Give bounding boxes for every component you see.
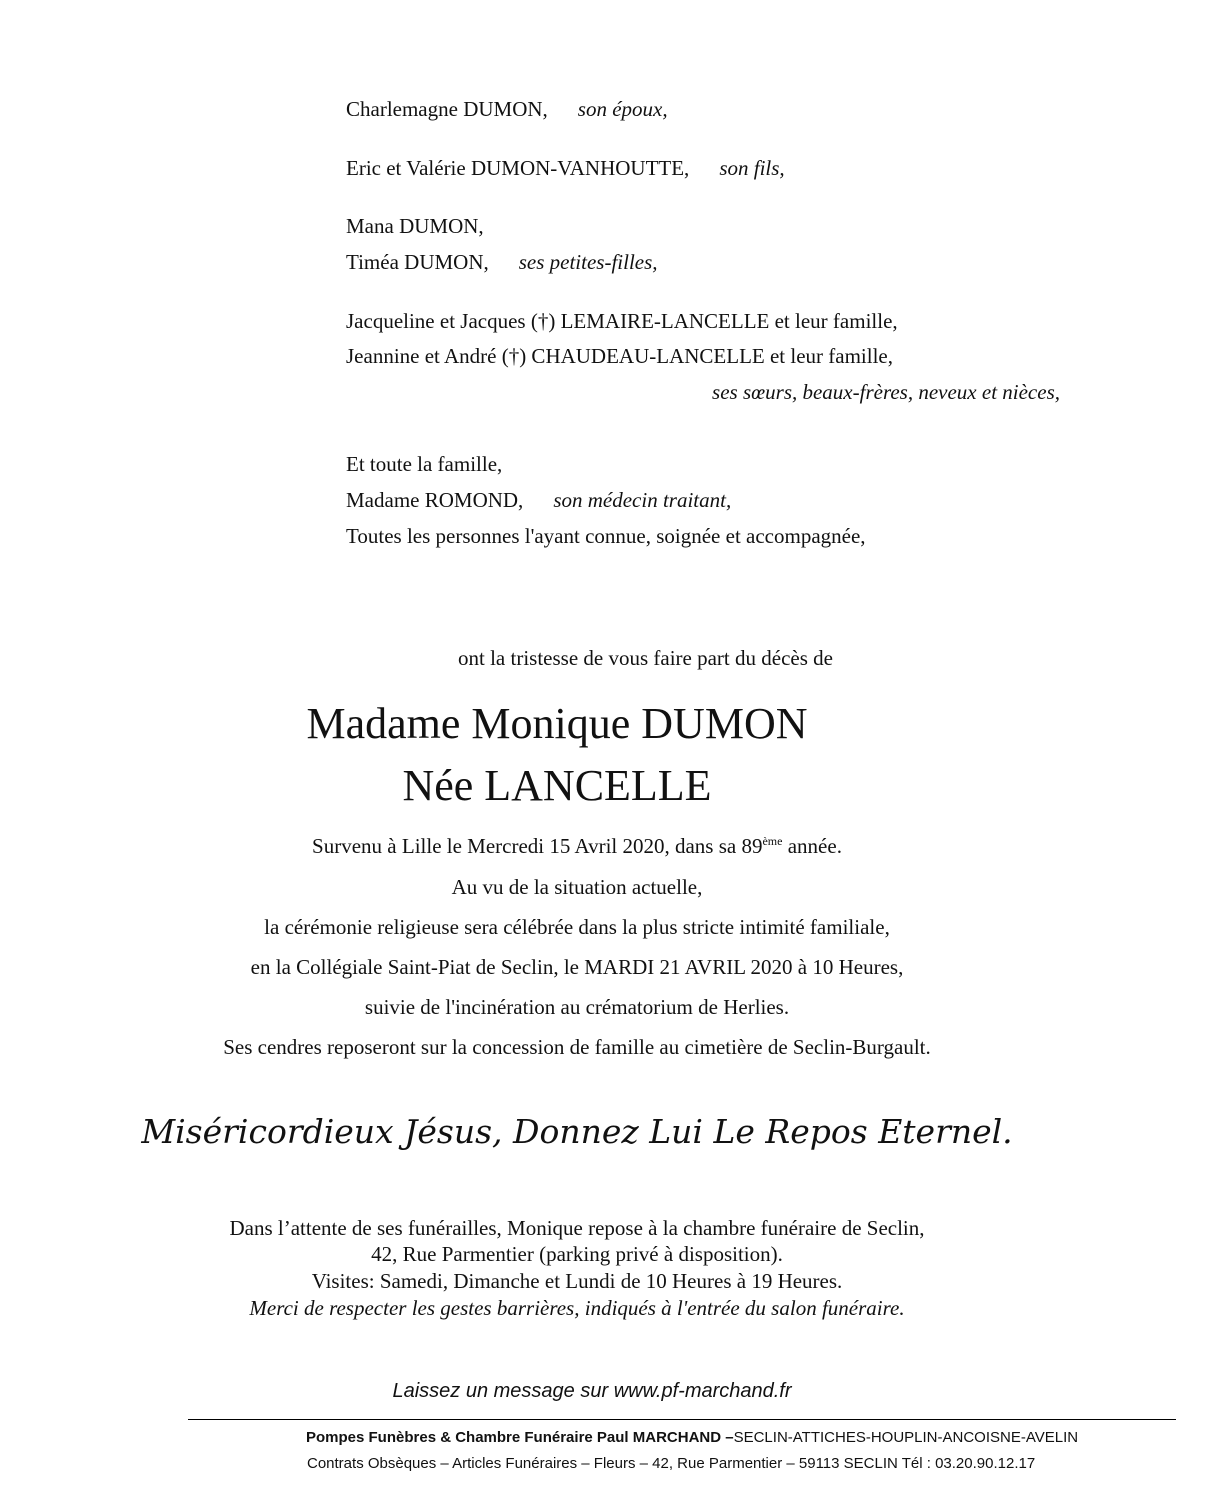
son-name: Eric et Valérie DUMON-VANHOUTTE, <box>346 156 690 180</box>
footer-company <box>306 1429 1078 1446</box>
granddaughters-role: ses petites-filles, <box>518 250 658 274</box>
footer-services: Contrats Obsèques – Articles Funéraires – Fleurs – 42, Rue Parmentier – 59113 SECLIN Tél : 03.20.90.12.17 <box>307 1455 1036 1472</box>
death-suffix: année. <box>782 834 842 858</box>
visitation-line-2: 42, Rue Parmentier (parking privé à disposition). <box>371 1242 783 1266</box>
sister-2: Jeannine et André (†) CHAUDEAU-LANCELLE et leur famille, <box>346 344 894 368</box>
granddaughter-1: Mana DUMON, <box>346 214 484 238</box>
details-line-5: suivie de l'incinération au crématorium de Herlies. <box>364 995 790 1019</box>
family-son <box>346 156 785 181</box>
company-towns: SECLIN-ATTICHES-HOUPLIN-ANCOISNE-AVELIN <box>733 1429 1079 1446</box>
sisters-role: ses sœurs, beaux-frères, neveux et nièces, <box>712 380 1060 404</box>
announcement-intro: ont la tristesse de vous faire part du décès de <box>458 646 833 670</box>
granddaughter-2-name: Timéa DUMON, <box>346 250 489 274</box>
maiden-name: Née LANCELLE <box>402 761 712 810</box>
whole-family: Et toute la famille, <box>346 452 503 476</box>
death-prefix: Survenu à Lille le Mercredi 15 Avril 2020, dans sa 89 <box>312 834 763 858</box>
message-link[interactable]: Laissez un message sur www.pf-marchand.fr <box>392 1380 792 1402</box>
details-line-2: Au vu de la situation actuelle, <box>451 875 703 899</box>
husband-role: son époux, <box>577 97 668 121</box>
doctor-name: Madame ROMOND, <box>346 488 524 512</box>
visitation-line-4: Merci de respecter les gestes barrières, indiqués à l'entrée du salon funéraire. <box>249 1296 905 1320</box>
footer-divider <box>188 1419 1176 1420</box>
family-granddaughter-2 <box>346 250 658 275</box>
doctor-role: son médecin traitant, <box>553 488 732 512</box>
family-doctor <box>346 488 731 513</box>
everyone-line: Toutes les personnes l'ayant connue, soignée et accompagnée, <box>346 524 866 548</box>
details-line-6: Ses cendres reposeront sur la concession de famille au cimetière de Seclin-Burgault. <box>223 1035 931 1059</box>
company-name: Pompes Funèbres & Chambre Funéraire Paul MARCHAND – <box>306 1429 734 1446</box>
deceased-name: Madame Monique DUMON <box>306 699 808 748</box>
visitation-line-1: Dans l’attente de ses funérailles, Monique repose à la chambre funéraire de Seclin, <box>229 1216 925 1240</box>
details-line-3: la cérémonie religieuse sera célébrée dans la plus stricte intimité familiale, <box>264 915 890 939</box>
husband-name: Charlemagne DUMON, <box>346 97 548 121</box>
visitation-line-3: Visites: Samedi, Dimanche et Lundi de 10 Heures à 19 Heures. <box>311 1269 843 1293</box>
prayer: Miséricordieux Jésus, Donnez Lui Le Repos Eternel. <box>141 1112 1013 1151</box>
sister-1: Jacqueline et Jacques (†) LEMAIRE-LANCELLE et leur famille, <box>346 309 898 333</box>
death-line <box>0 834 1184 859</box>
details-line-4: en la Collégiale Saint-Piat de Seclin, le MARDI 21 AVRIL 2020 à 10 Heures, <box>250 955 904 979</box>
death-sup: ème <box>762 834 783 848</box>
son-role: son fils, <box>719 156 785 180</box>
family-husband <box>346 97 668 122</box>
